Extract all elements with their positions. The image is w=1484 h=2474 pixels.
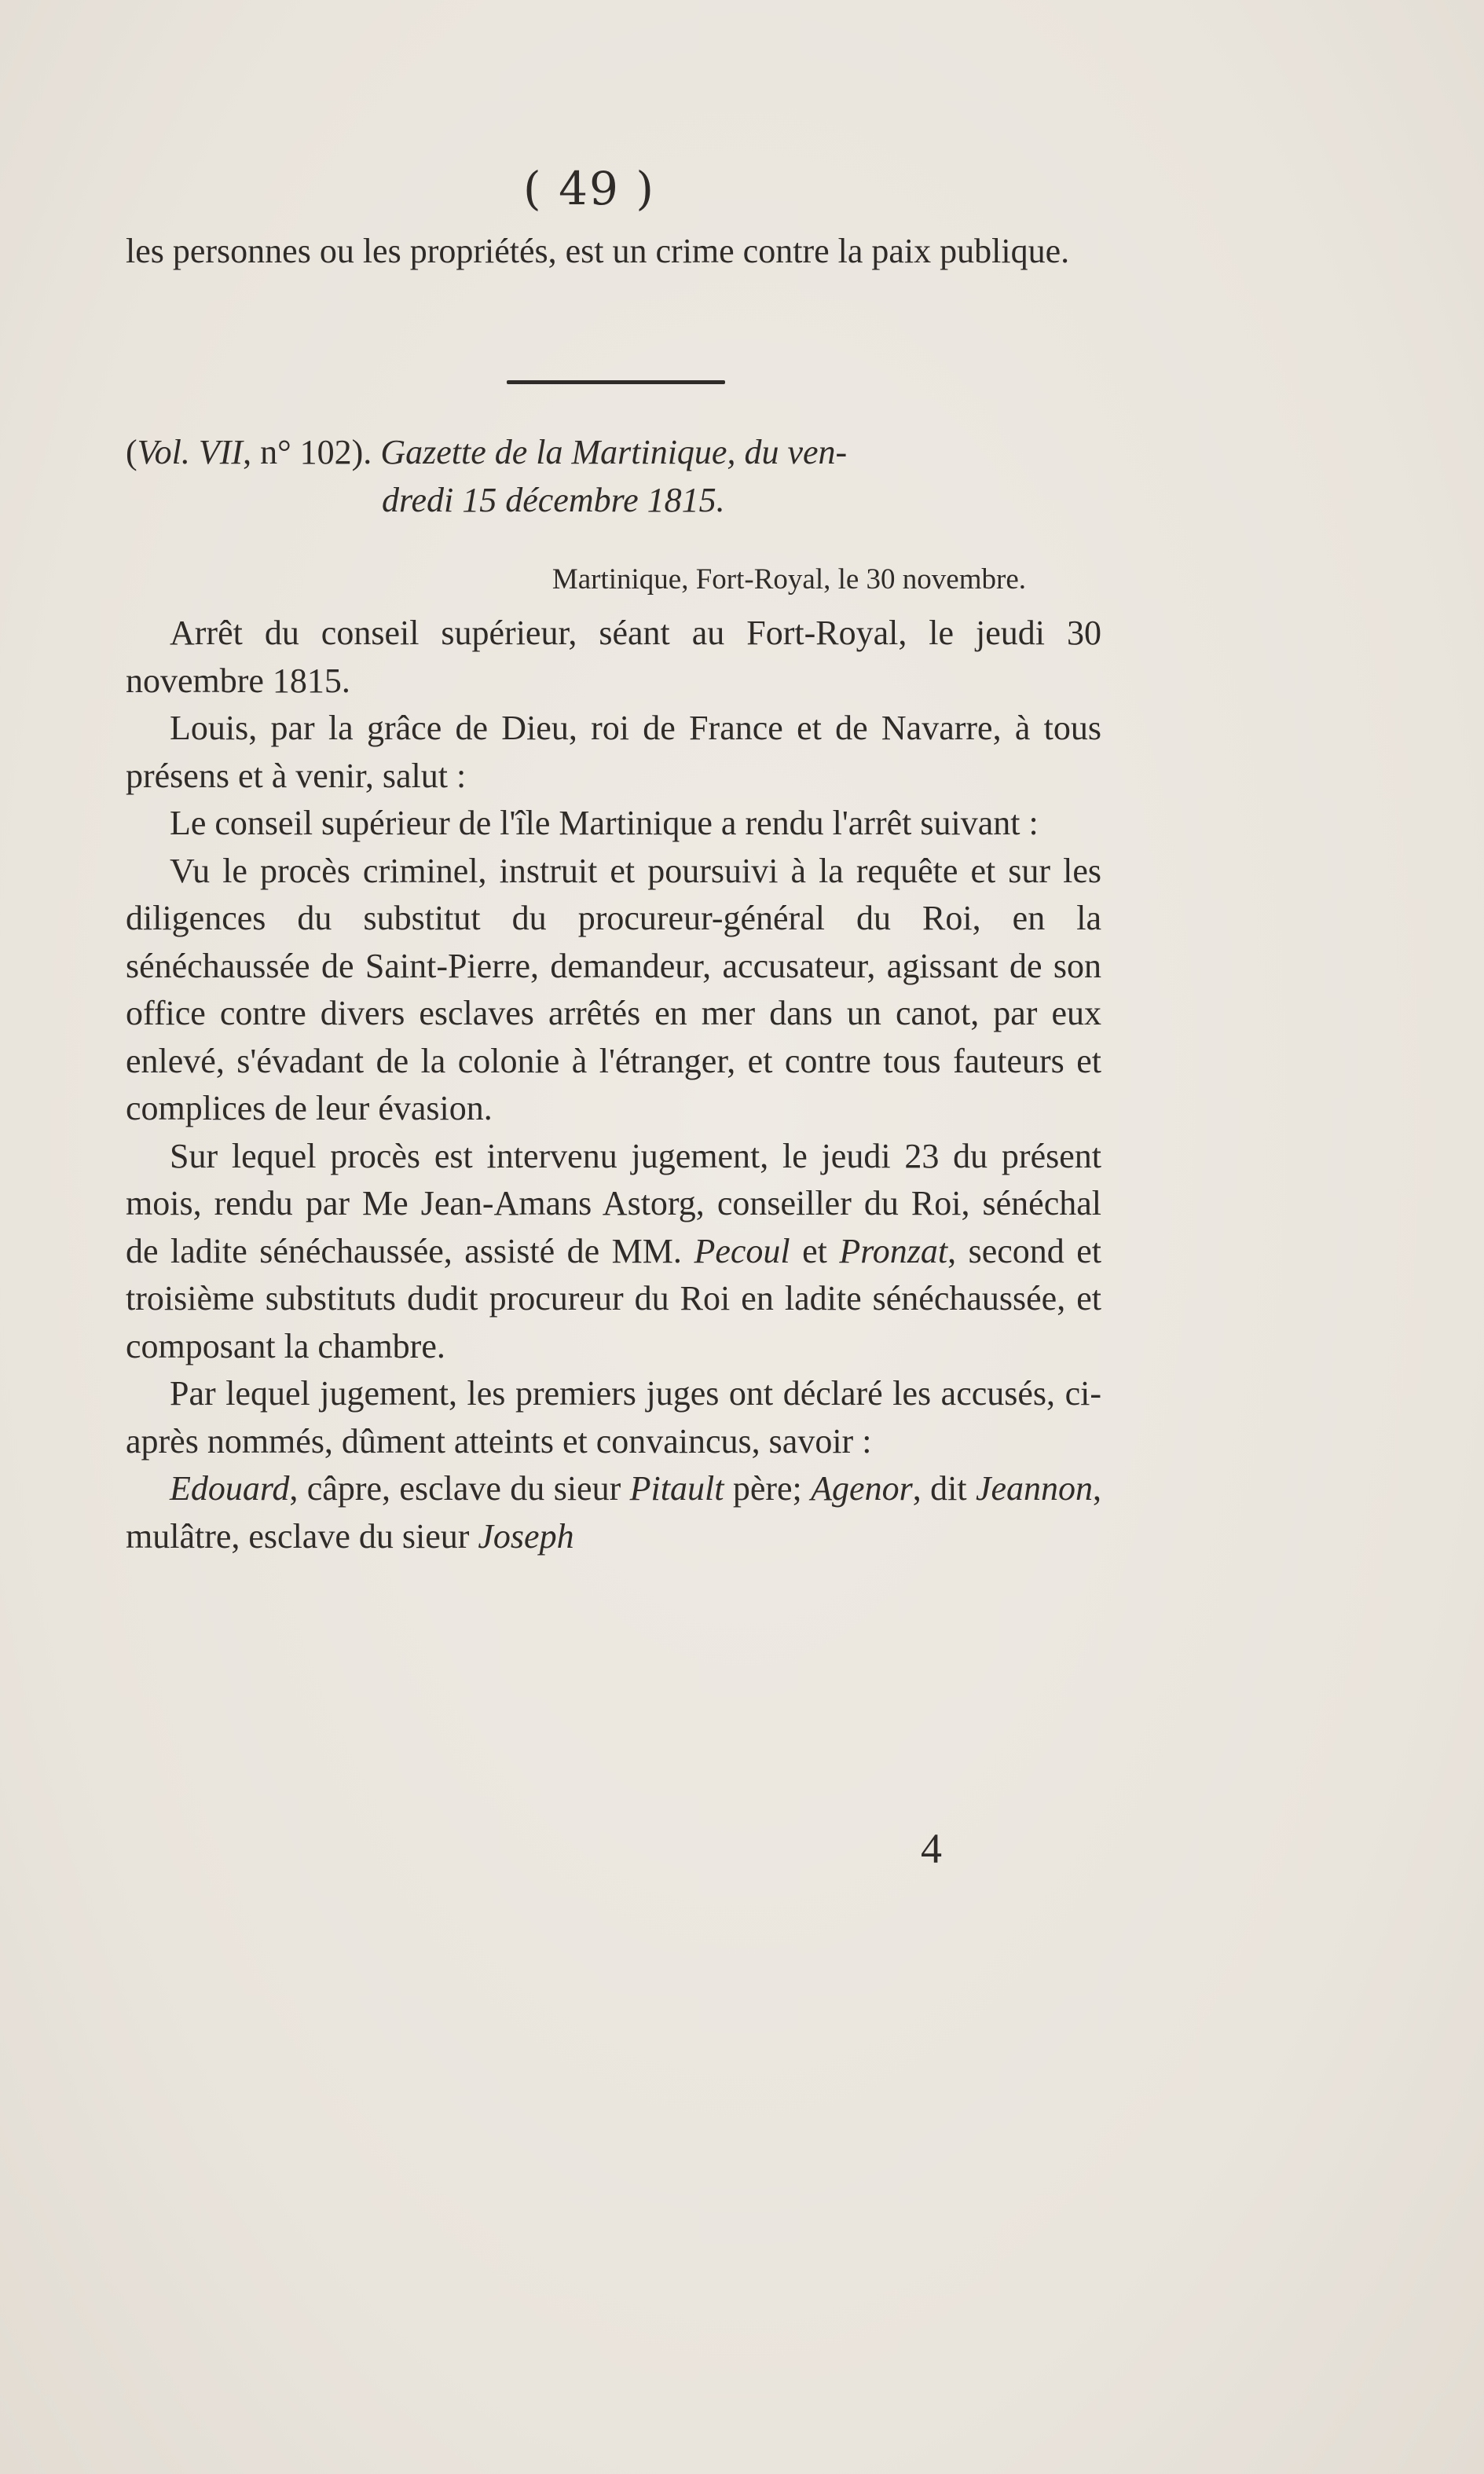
person-name: Agenor [811, 1469, 913, 1508]
dateline: Martinique, Fort-Royal, le 30 novembre. [551, 563, 1026, 596]
paragraph: Par lequel jugement, les premiers juges ont déclaré les accusés, ci-après nommés, dûment atteints et convaincus, savoir : [126, 1374, 1101, 1461]
paragraph: Vu le procès criminel, instruit et poursuivi à la requête et sur les diligences du substitut du procureur-général du Roi, en la sénéchaussée de Saint-Pierre, demandeur, accusateur, agissant de son office contre divers esclaves arrêtés en mer dans un canot, par eux enlevé, s'évadant de la colonie à l'étranger, et contre tous fauteurs et complices de leur évasion. [126, 851, 1101, 1127]
person-name: Pronzat [839, 1231, 948, 1270]
person-name: Edouard [170, 1469, 290, 1508]
person-name: Pecoul [694, 1231, 790, 1270]
paragraph-accused [126, 1465, 1101, 1560]
body-text [126, 610, 1101, 1560]
gazette-date: dredi 15 décembre 1815. [382, 480, 725, 519]
paragraph: Le conseil supérieur de l'île Martinique a rendu l'arrêt suivant : [170, 804, 1039, 842]
source-reference [126, 429, 1101, 524]
gazette-title: Gazette de la Martinique, du ven- [380, 433, 848, 471]
continuation-text [126, 228, 1101, 276]
page-number: ( 49 ) [523, 162, 655, 215]
ref-paren: ( [126, 433, 137, 471]
person-name: Joseph [478, 1516, 574, 1556]
person-name: Pitault [629, 1469, 724, 1508]
signature-mark: 4 [921, 1825, 942, 1872]
text-run: , mulâtre, esclave du sieur [126, 1469, 1102, 1556]
text-run: Sur lequel procès est intervenu jugement, le jeudi 23 du présent mois, rendu par Me Jean-Amans Astorg, conseiller du Roi, sénéchal de ladite sénéchaussée, assisté de MM. [126, 1136, 1101, 1270]
volume-number: , n° 102). [243, 433, 372, 471]
text-run: et [802, 1231, 827, 1270]
paragraph: Louis, par la grâce de Dieu, roi de France et de Navarre, à tous présens et à venir, salut : [126, 709, 1101, 795]
continuation-paragraph: les personnes ou les propriétés, est un crime contre la paix publique. [126, 232, 1070, 270]
paragraph-judgement [126, 1133, 1101, 1371]
volume-ref: Vol. VII [137, 433, 244, 471]
text-run: père; [732, 1469, 802, 1508]
text-run: , câpre, esclave du sieur [289, 1469, 621, 1508]
paragraph: Arrêt du conseil supérieur, séant au Fort-Royal, le jeudi 30 novembre 1815. [126, 614, 1101, 700]
text-run: , second et troisième substituts dudit procureur du Roi en ladite sénéchaussée, et composant la chambre. [126, 1231, 1102, 1365]
section-divider [507, 380, 725, 384]
text-run: , dit [912, 1469, 967, 1508]
person-name: Jeannon [975, 1469, 1094, 1508]
